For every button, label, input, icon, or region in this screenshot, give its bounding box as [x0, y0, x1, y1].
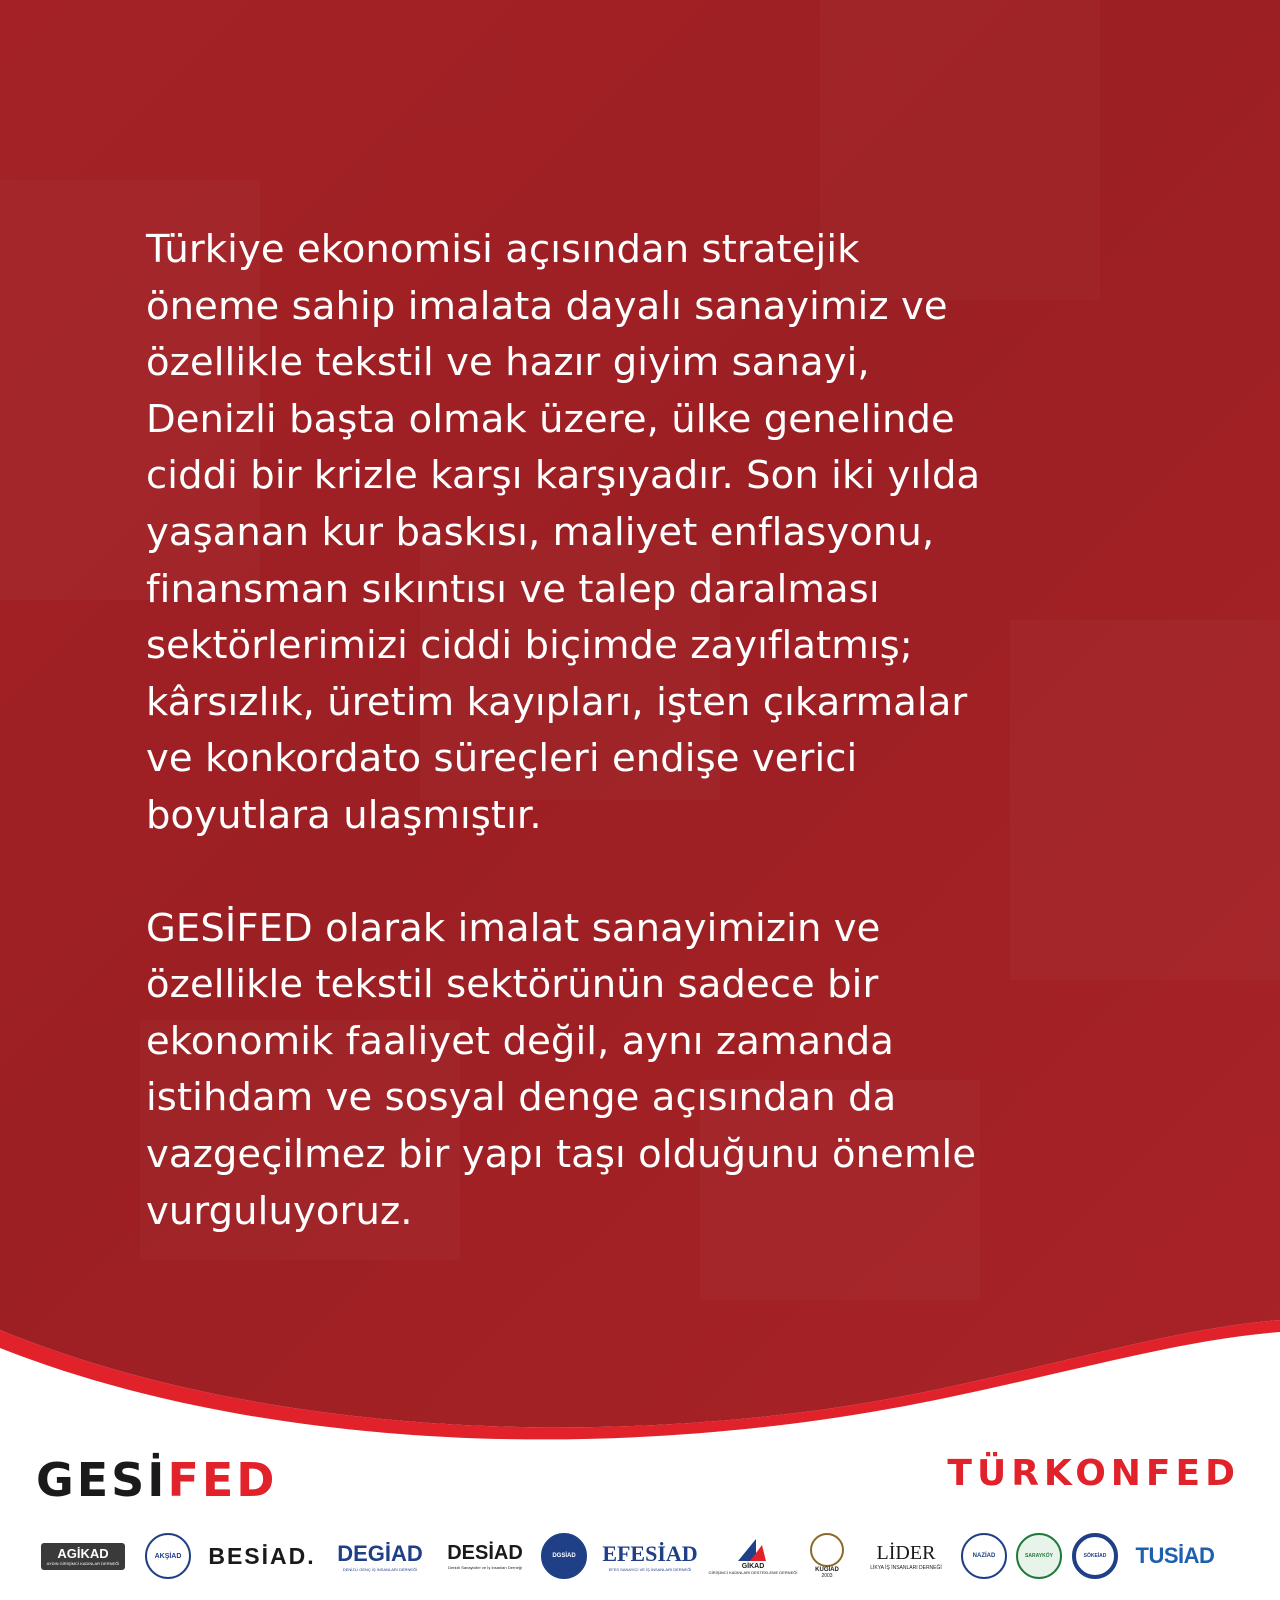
member-name: SARAYKÖY — [1025, 1553, 1053, 1559]
member-name: AKŞİAD — [154, 1552, 182, 1560]
text-line: ciddi bir krizle karşı karşıyadır. Son iki yılda — [146, 453, 981, 499]
statement-text — [146, 222, 1146, 1240]
member-name: GİKAD — [741, 1563, 765, 1570]
member-name: TUSİAD — [1135, 1543, 1215, 1568]
turkonfed-logo: TÜRKONFED — [947, 1453, 1240, 1494]
text-line: boyutlara ulaşmıştır. — [146, 792, 542, 838]
member-logo-aksiad — [142, 1526, 194, 1586]
member-logo-saraykoy — [1012, 1526, 1066, 1586]
member-name: LİDER — [876, 1541, 936, 1564]
text-line: istihdam ve sosyal denge açısından da — [146, 1075, 897, 1121]
gesifed-logo-part1: GESİ — [36, 1453, 168, 1507]
member-name: DEGİAD — [337, 1540, 423, 1566]
member-logo-tusiad — [1126, 1526, 1224, 1586]
member-name: NAZİAD — [972, 1553, 996, 1559]
gesifed-logo — [36, 1452, 277, 1508]
paragraph-1 — [146, 222, 1146, 845]
member-sub: GİRİŞİMCİ KADINLARI DESTEKLEME DERNEĞİ — [708, 1570, 798, 1575]
text-line: yaşanan kur baskısı, maliyet enflasyonu, — [146, 509, 935, 555]
member-name: DESİAD — [447, 1542, 523, 1564]
member-sub: Denizli Sanayiciler ve İş İnsanları Derneği — [448, 1565, 522, 1570]
member-name: DGSİAD — [552, 1553, 576, 1559]
text-line: GESİFED olarak imalat sanayimizin ve — [146, 905, 881, 951]
member-name: BESİAD. — [208, 1542, 316, 1569]
member-logo-besiad — [200, 1526, 324, 1586]
text-line: vazgeçilmez bir yapı taşı olduğunu önemle — [146, 1131, 977, 1177]
member-sub: LİKYA İŞ İNSANLARI DERNEĞİ — [870, 1564, 942, 1571]
text-line: ekonomik faaliyet değil, aynı zamanda — [146, 1018, 894, 1064]
gikad-mark-icon — [736, 1537, 770, 1563]
member-sub: EFES SANAYİCİ VE İŞ İNSANLARI DERNEĞİ — [608, 1566, 692, 1572]
text-line: özellikle tekstil ve hazır giyim sanayi, — [146, 340, 870, 386]
member-name: KUGİAD — [815, 1567, 839, 1573]
member-name: EFESİAD — [602, 1540, 698, 1566]
member-logo-naziad — [958, 1526, 1010, 1586]
member-logo-lider — [858, 1526, 954, 1586]
text-line: Türkiye ekonomisi açısından stratejik — [146, 227, 860, 272]
member-logo-degiad — [328, 1526, 432, 1586]
text-line: finansman sıkıntısı ve talep daralması — [146, 566, 880, 612]
member-logo-agikad — [34, 1526, 132, 1586]
text-line: sektörlerimizi ciddi biçimde zayıflatmış; — [146, 623, 913, 669]
member-logos — [34, 1526, 1250, 1586]
member-logo-sokeiad — [1068, 1526, 1122, 1586]
text-line: ve konkordato süreçleri endişe verici — [146, 736, 858, 782]
text-line: kârsızlık, üretim kayıpları, işten çıkarmalar — [146, 679, 968, 725]
member-logo-dgsiad — [538, 1526, 590, 1586]
member-sub: 2003 — [821, 1573, 833, 1579]
text-line: özellikle tekstil sektörünün sadece bir — [146, 962, 879, 1008]
member-logo-desiad — [436, 1526, 534, 1586]
member-logo-gikad — [710, 1526, 796, 1586]
member-logo-kugiad — [800, 1526, 854, 1586]
paragraph-2 — [146, 901, 1146, 1241]
gesifed-logo-part2: FED — [167, 1453, 278, 1507]
member-sub: DENİZLİ GENÇ İŞ İNSANLARI DERNEĞİ — [342, 1566, 418, 1572]
footer-wave — [0, 1290, 1280, 1450]
text-line: öneme sahip imalata dayalı sanayimiz ve — [146, 283, 948, 329]
text-line: Denizli başta olmak üzere, ülke genelinde — [146, 396, 955, 442]
member-logo-efesiad — [594, 1526, 706, 1586]
member-name: AGİKAD — [57, 1545, 109, 1561]
member-sub: AYDIN GİRİŞİMCİ KADINLAR DERNEĞİ — [46, 1560, 120, 1566]
member-name: SÖKEİAD — [1083, 1553, 1107, 1559]
text-line: vurguluyoruz. — [146, 1188, 413, 1234]
